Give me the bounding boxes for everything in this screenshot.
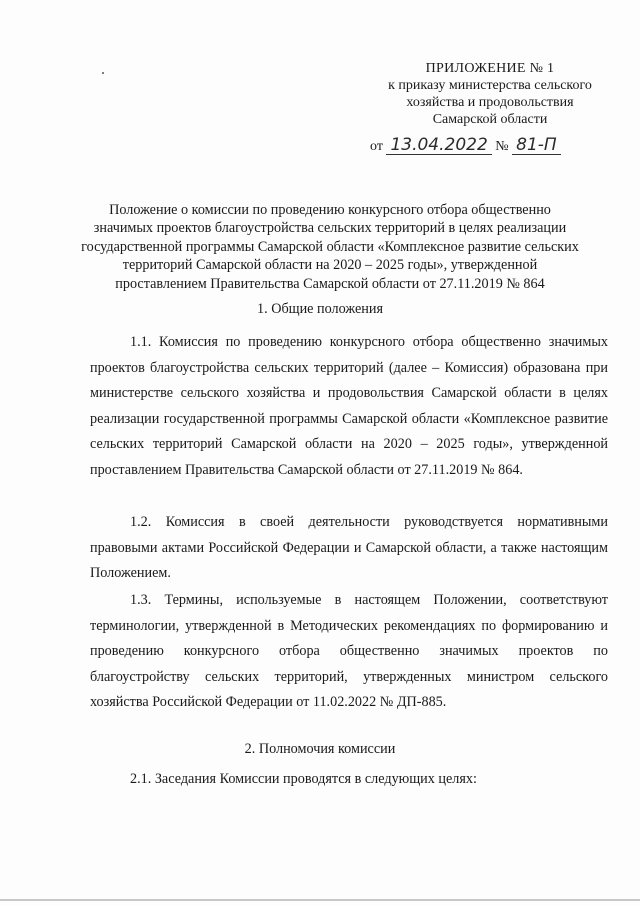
paragraph: 1.2. Комиссия в своей деятельности руководствуется нормативными правовыми актами Российской Федерации и Самарской области, а также настоящим Положением. bbox=[90, 514, 608, 582]
document-heading: Положение о комиссии по проведению конкурсного отбора общественно значимых проектов благоустройства сельских территорий в целях реализации государственной программы Самарской области «Комплексное развитие сельских территорий Самарской области на 2020 – 2025 годы», утвержденной проставлением Правительства Самарской области от 27.11.2019 № 864 bbox=[81, 202, 579, 292]
paragraph: 1.3. Термины, используемые в настоящем Положении, соответствуют терминологии, утвержденной в Методических рекомендациях по формированию и проведению конкурсного отбора общественно значимых проектов по благоустройству сельских территорий, утвержденных министром сельского хозяйства Российской Федерации от 11.02.2022 № ДП-885. bbox=[90, 592, 608, 711]
scan-speck bbox=[102, 72, 104, 74]
paragraph: 1.1. Комиссия по проведению конкурсного отбора общественно значимых проектов благоустройства сельских территорий (далее – Комиссия) образована при министерстве сельского хозяйства и продовольствия Самарской области в целях реализации государственной программы Самарской области «Комплексное развитие сельских территорий Самарской области на 2020 – 2025 годы», утвержденной проставлением Правительства Самарской области от 27.11.2019 № 864. bbox=[90, 334, 608, 478]
paragraph: 2.1. Заседания Комиссии проводятся в следующих целях: bbox=[130, 771, 477, 787]
section-title: 2. Полномочия комиссии bbox=[244, 741, 396, 757]
handwritten-number: 81-П bbox=[512, 136, 561, 155]
scan-edge-line bbox=[0, 899, 640, 901]
attachment-line: к приказу министерства сельского bbox=[388, 78, 592, 93]
attachment-line: хозяйства и продовольствия bbox=[406, 95, 574, 110]
attachment-title: ПРИЛОЖЕНИЕ № 1 bbox=[425, 61, 555, 76]
attachment-line: Самарской области bbox=[432, 112, 548, 127]
handwritten-date: 13.04.2022 bbox=[386, 136, 491, 155]
date-prefix: от bbox=[370, 139, 383, 154]
number-prefix: № bbox=[495, 139, 509, 154]
section-title: 1. Общие положения bbox=[257, 301, 383, 317]
order-date-number bbox=[370, 136, 620, 158]
attachment-block bbox=[360, 60, 620, 128]
